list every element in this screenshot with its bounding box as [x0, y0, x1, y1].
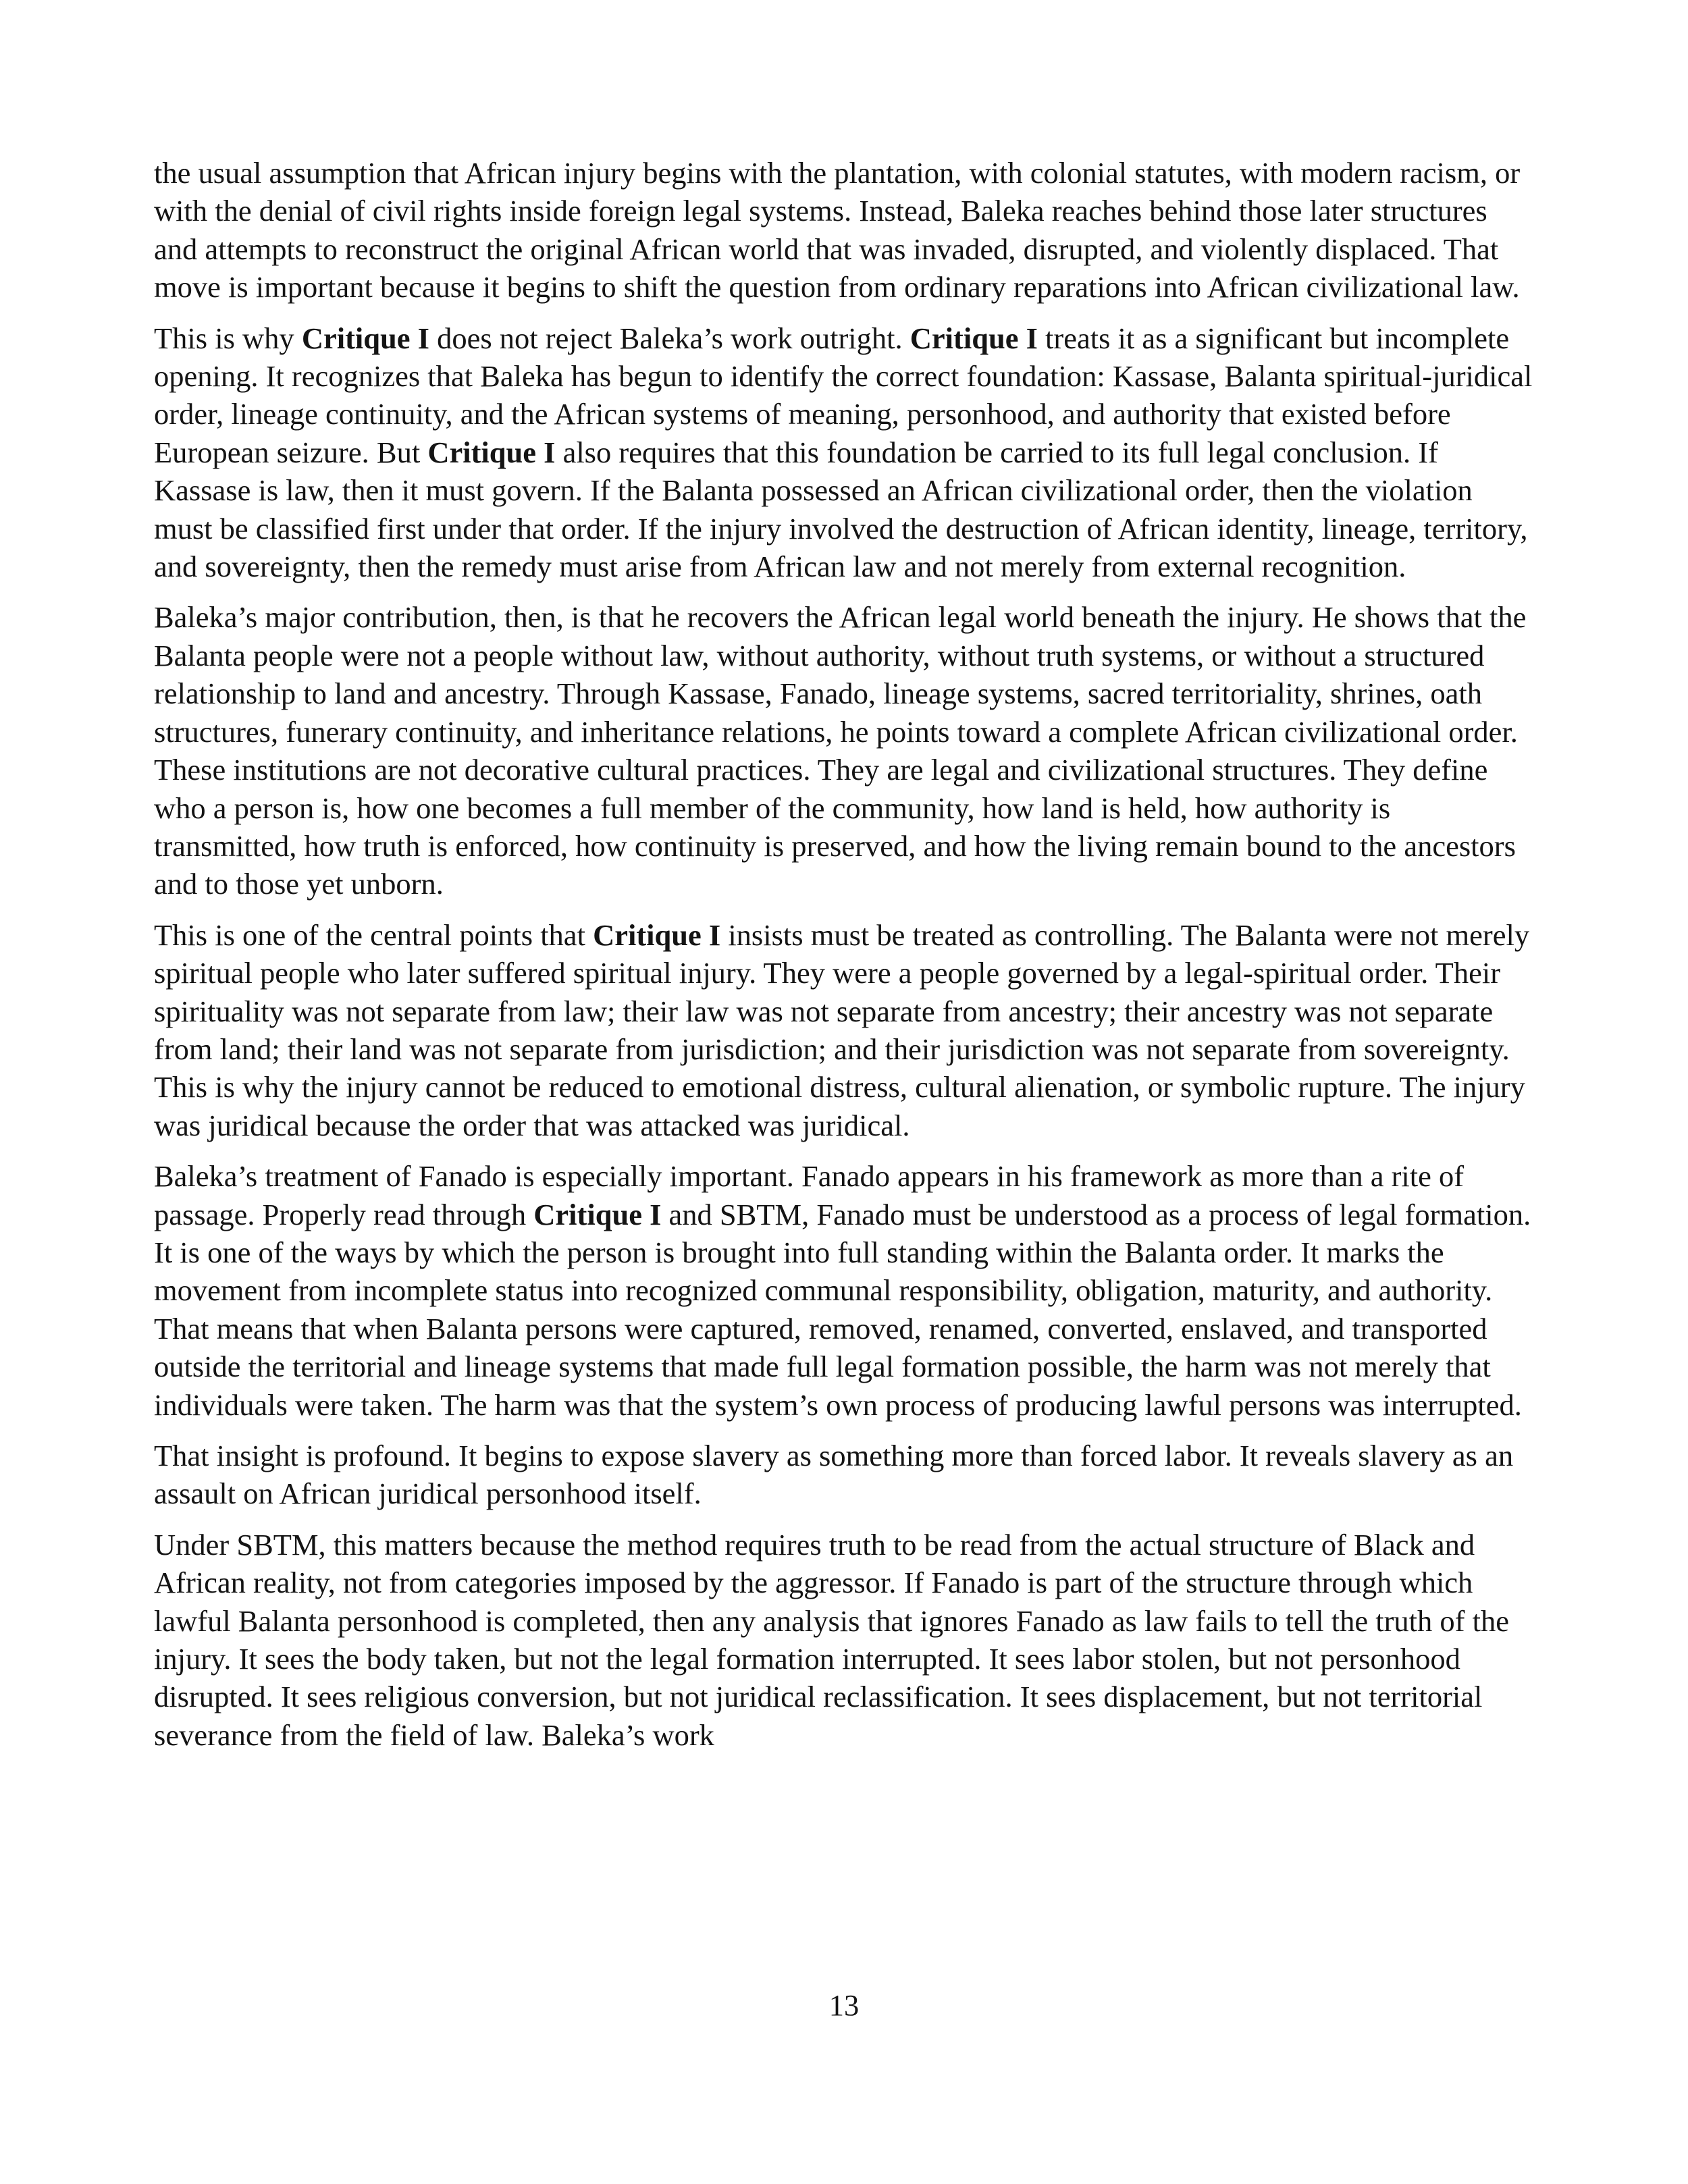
emphasized-term: Critique I [909, 321, 1038, 355]
text-run: and SBTM, Fanado must be understood as a process of legal formation. It is one of the ways by which the person is brought into full standing within the Balanta order. It marks the movement from incomplete status into recognized communal responsibility, obligation, maturity, and authority. That means that when Balanta persons were captured, removed, renamed, converted, enslaved, and transported outside the territorial and lineage systems that made full legal formation possible, the harm was not merely that individuals were taken. The harm was that the system’s own process of producing lawful persons was interrupted. [154, 1197, 1531, 1422]
emphasized-term: Critique I [533, 1197, 662, 1231]
paragraph-5 [154, 1157, 1535, 1424]
text-run: That insight is profound. It begins to expose slavery as something more than forced labor. It reveals slavery as an assault on African juridical personhood itself. [154, 1439, 1514, 1511]
paragraph-1 [154, 154, 1535, 307]
paragraph-4 [154, 916, 1535, 1144]
body-text [154, 154, 1535, 1767]
paragraph-6 [154, 1437, 1535, 1513]
text-run: insists must be treated as controlling. The Balanta were not merely spiritual people who later suffered spiritual injury. They were a people governed by a legal-spiritual order. Their spirituality was not separate from law; their law was not separate from ancestry; their ancestry was not separate from land; their land was not separate from jurisdiction; and their jurisdiction was not separate from sovereignty. This is why the injury cannot be reduced to emotional distress, cultural alienation, or symbolic rupture. The injury was juridical because the order that was attacked was juridical. [154, 917, 1530, 1142]
text-run: This is why [154, 321, 302, 355]
paragraph-7 [154, 1526, 1535, 1754]
emphasized-term: Critique I [427, 435, 556, 469]
text-run: also requires that this foundation be carried to its full legal conclusion. If Kassase is law, then it must govern. If the Balanta possessed an African civilizational order, then the violation must be classified first under that order. If the injury involved the destruction of African identity, lineage, territory, and sovereignty, then the remedy must arise from African law and not merely from external recognition. [154, 435, 1528, 584]
text-run: treats it as a significant but incomplete opening. It recognizes that Baleka has begun to identify the correct foundation: Kassase, Balanta spiritual-juridical order, lineage continuity, and the African systems of meaning, personhood, and authority that existed before European seizure. But [154, 321, 1533, 469]
text-run: Baleka’s major contribution, then, is that he recovers the African legal world beneath the injury. He shows that the Balanta people were not a people without law, without authority, without truth systems, or without a structured relationship to land and ancestry. Through Kassase, Fanado, lineage systems, sacred territoriality, shrines, oath structures, funerary continuity, and inheritance relations, he points toward a complete African civilizational order. These institutions are not decorative cultural practices. They are legal and civilizational structures. They define who a person is, how one becomes a full member of the community, how land is held, how authority is transmitted, how truth is enforced, how continuity is preserved, and how the living remain bound to the ancestors and to those yet unborn. [154, 600, 1527, 901]
text-run: the usual assumption that African injury begins with the plantation, with colonial statutes, with modern racism, or with the denial of civil rights inside foreign legal systems. Instead, Baleka reaches behind those later structures and attempts to reconstruct the original African world that was invaded, disrupted, and violently displaced. That move is important because it begins to shift the question from ordinary reparations into African civilizational law. [154, 156, 1521, 304]
text-run: Under SBTM, this matters because the method requires truth to be read from the actual structure of Black and African reality, not from categories imposed by the aggressor. If Fanado is part of the structure through which lawful Balanta personhood is completed, then any analysis that ignores Fanado as law fails to tell the truth of the injury. It sees the body taken, but not the legal formation interrupted. It sees labor stolen, but not personhood disrupted. It sees religious conversion, but not juridical reclassification. It sees displacement, but not territorial severance from the field of law. Baleka’s work [154, 1527, 1509, 1752]
emphasized-term: Critique I [301, 321, 429, 355]
text-run: Baleka’s treatment of Fanado is especially important. Fanado appears in his framework as more than a rite of passage. Properly read through [154, 1159, 1465, 1231]
paragraph-2 [154, 319, 1535, 586]
emphasized-term: Critique I [593, 917, 721, 952]
page-number: 13 [828, 1988, 860, 2022]
paragraph-3 [154, 598, 1535, 903]
text-run: does not reject Baleka’s work outright. [429, 321, 910, 355]
text-run: This is one of the central points that [154, 917, 594, 952]
